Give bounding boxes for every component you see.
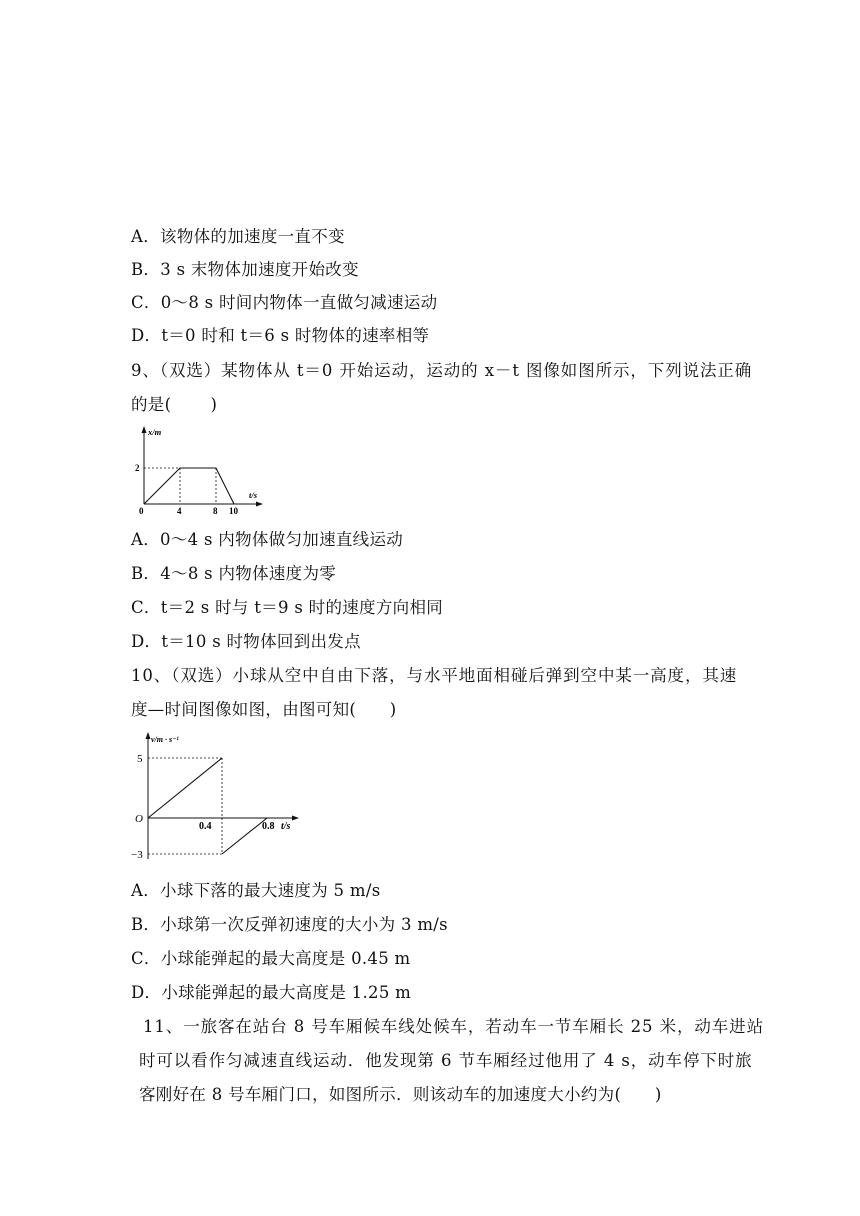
q10-option-b: B．小球第一次反弹初速度的大小为 3 m/s: [131, 915, 448, 934]
q9-option-d: D．t＝10 s 时物体回到出发点: [131, 632, 361, 651]
q10-option-c: C．小球能弹起的最大高度是 0.45 m: [131, 949, 411, 968]
q9-x-tick-10: 10: [229, 506, 238, 516]
q10-rebound-line: [222, 818, 267, 854]
q10-fall-line: [148, 758, 222, 818]
q8-option-d: D．t＝0 时和 t＝6 s 时物体的速率相等: [131, 326, 430, 345]
q10-x-tick-08: 0.8: [262, 821, 275, 832]
q10-origin-label: O: [135, 813, 143, 825]
q8-option-a: A．该物体的加速度一直不变: [131, 227, 345, 246]
q10-option-a: A．小球下落的最大速度为 5 m/s: [131, 881, 381, 900]
q9-option-b: B．4～8 s 内物体速度为零: [131, 564, 337, 583]
q10-option-d: D．小球能弹起的最大高度是 1.25 m: [131, 983, 412, 1002]
q8-option-c: C．0～8 s 时间内物体一直做匀减速运动: [131, 293, 438, 312]
q10-stem-line2: 度—时间图像如图，由图可知( ): [131, 700, 397, 719]
q9-x-tick-4: 4: [177, 506, 182, 516]
q9-option-a: A．0～4 s 内物体做匀加速直线运动: [131, 530, 404, 549]
q10-vt-graph: [126, 727, 306, 863]
q9-x-tick-8: 8: [213, 506, 218, 516]
q9-xt-line: [144, 468, 234, 504]
q10-y-tick-5: 5: [137, 753, 143, 765]
q10-stem-line1: 10、（双选）小球从空中自由下落，与水平地面相碰后弹到空中某一高度，其速: [131, 666, 738, 685]
q10-x-tick-04: 0.4: [199, 821, 212, 832]
q9-option-c: C．t＝2 s 时与 t＝9 s 时的速度方向相同: [131, 598, 444, 617]
q9-y-tick-2: 2: [135, 463, 140, 473]
q11-stem-line1: 11、一旅客在站台 8 号车厢候车线处候车，若动车一节车厢长 25 米，动车进站: [143, 1017, 764, 1036]
q11-stem-line2: 时可以看作匀减速直线运动．他发现第 6 节车厢经过他用了 4 s，动车停下时旅: [139, 1051, 753, 1070]
q11-stem-line3: 客刚好在 8 号车厢门口，如图所示．则该动车的加速度大小约为( ): [139, 1085, 662, 1104]
q9-stem-line1: 9、（双选）某物体从 t＝0 开始运动，运动的 x－t 图像如图所示，下列说法正确: [131, 361, 753, 380]
q10-y-tick-neg3: −3: [131, 849, 143, 861]
q9-x-axis-label: t/s: [249, 490, 258, 500]
q9-y-axis-label: x/m: [148, 427, 162, 437]
q10-x-axis-label: t/s: [281, 821, 291, 832]
q8-option-b: B．3 s 末物体加速度开始改变: [131, 260, 359, 279]
q9-origin-label: 0: [139, 506, 144, 516]
q9-xt-graph: [128, 424, 268, 516]
q10-y-axis-label: v/m · s⁻¹: [151, 735, 179, 744]
q9-stem-line2: 的是( ): [131, 395, 218, 414]
